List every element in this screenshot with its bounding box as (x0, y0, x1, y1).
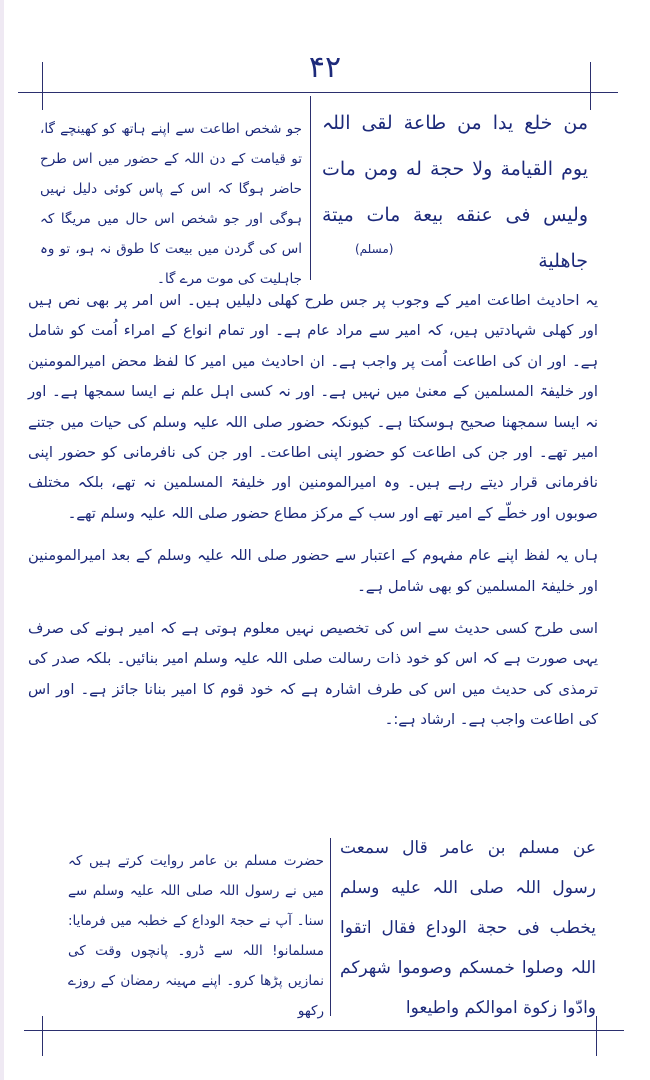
quote-2-arabic (340, 828, 596, 1028)
page-edge (0, 0, 4, 1080)
footer-tick-right (596, 1016, 597, 1056)
body-paragraph-2: ہاں یہ لفظ اپنے عام مفہوم کے اعتبار سے حضور صلی اللہ علیہ وسلم کے بعد امیرالمومنین اور خلیفۃ المسلمین کو بھی شامل ہے۔ (28, 547, 598, 595)
quote-1-arabic-text: من خلع یدا من طاعة لقی اللہ یوم القیامة ولا حجة له ومن مات ولیس فی عنقه بیعة مات میتة جاهلیة (322, 112, 588, 272)
column-divider-top (310, 96, 311, 280)
quote-2-translation-text: حضرت مسلم بن عامر روایت کرتے ہیں کہ میں نے رسول اللہ صلی اللہ علیہ وسلم سے سنا۔ آپ نے حجۃ الوداع کے خطبہ میں فرمایا: مسلمانو! اللہ سے ڈرو۔ پانچوں وقت کی نمازیں پڑھا کرو۔ اپنے مہینہ رمضان کے روزے رکھو (68, 853, 324, 1019)
page-number: ۴۲ (308, 50, 342, 85)
column-divider-bottom (330, 838, 331, 1016)
footer-rule (24, 1030, 624, 1031)
quote-2-arabic-text: عن مسلم بن عامر قال سمعت رسول اللہ صلی اللہ علیه وسلم یخطب فی حجة الوداع فقال اتقوا اللہ وصلوا خمسکم وصوموا شهرکم وادّوا زکوة اموالکم واطیعوا (340, 838, 596, 1018)
main-body (28, 286, 598, 736)
quote-1-reference: (مسلم) (355, 242, 394, 256)
header-tick-right (590, 62, 591, 110)
footer-tick-left (42, 1016, 43, 1056)
quote-2-translation (68, 846, 324, 1026)
quote-1-arabic (322, 100, 588, 284)
quote-1-translation (40, 114, 302, 294)
body-paragraph-1: یہ احادیث اطاعت امیر کے وجوب پر جس طرح کھلی دلیلیں ہیں۔ اس امر پر بھی نص ہیں اور کھلی شہادتیں ہیں، کہ امیر سے مراد عام ہے۔ اور تمام انواع کے امراء اُمت کو شامل ہے۔ اور ان کی اطاعت اُمت پر واجب ہے۔ ان احادیث میں امیر کا لفظ محض امیرالمومنین اور خلیفۃ المسلمین کے معنیٰ میں نہیں ہے۔ اور نہ کسی اہل علم نے ایسا سمجھا ہے۔ اور نہ ایسا سمجھنا صحیح ہوسکتا ہے۔ کیونکہ حضور صلی اللہ علیہ وسلم کی حیات میں جتنے امیر تھے۔ اور جن کی اطاعت کو حضور اپنی اطاعت۔ اور جن کی نافرمانی کو حضور اپنی نافرمانی قرار دیتے رہے ہیں۔ وہ امیرالمومنین اور خلیفۃ المسلمین نہ تھے، بلکہ مختلف صوبوں اور خطّے کے امیر تھے اور سب کے مرکز مطاع حضور صلی اللہ علیہ وسلم تھے۔ (28, 292, 598, 522)
body-paragraph-3: اسی طرح کسی حدیث سے اس کی تخصیص نہیں معلوم ہوتی ہے کہ امیر ہونے کی صرف یہی صورت ہے کہ اس کو خود ذات رسالت صلی اللہ علیہ وسلم امیر بنائیں۔ بلکہ صدر کی ترمذی کی حدیث میں اس کی طرف اشارہ ہے کہ خود قوم کا امیر بنانا جائز ہے۔ اور اس کی اطاعت واجب ہے۔ ارشاد ہے:۔ (28, 620, 598, 729)
header-tick-left (42, 62, 43, 110)
header-rule (18, 92, 618, 93)
quote-1-translation-text: جو شخص اطاعت سے اپنے ہاتھ کو کھینچے گا، تو قیامت کے دن اللہ کے حضور میں اس طرح حاضر ہوگا کہ اس کے پاس کوئی دلیل نہیں ہوگی اور جو شخص اس حال میں مریگا کہ اس کی گردن میں بیعت کا طوق نہ ہو، تو وہ جاہلیت کی موت مرے گا۔ (40, 121, 302, 287)
